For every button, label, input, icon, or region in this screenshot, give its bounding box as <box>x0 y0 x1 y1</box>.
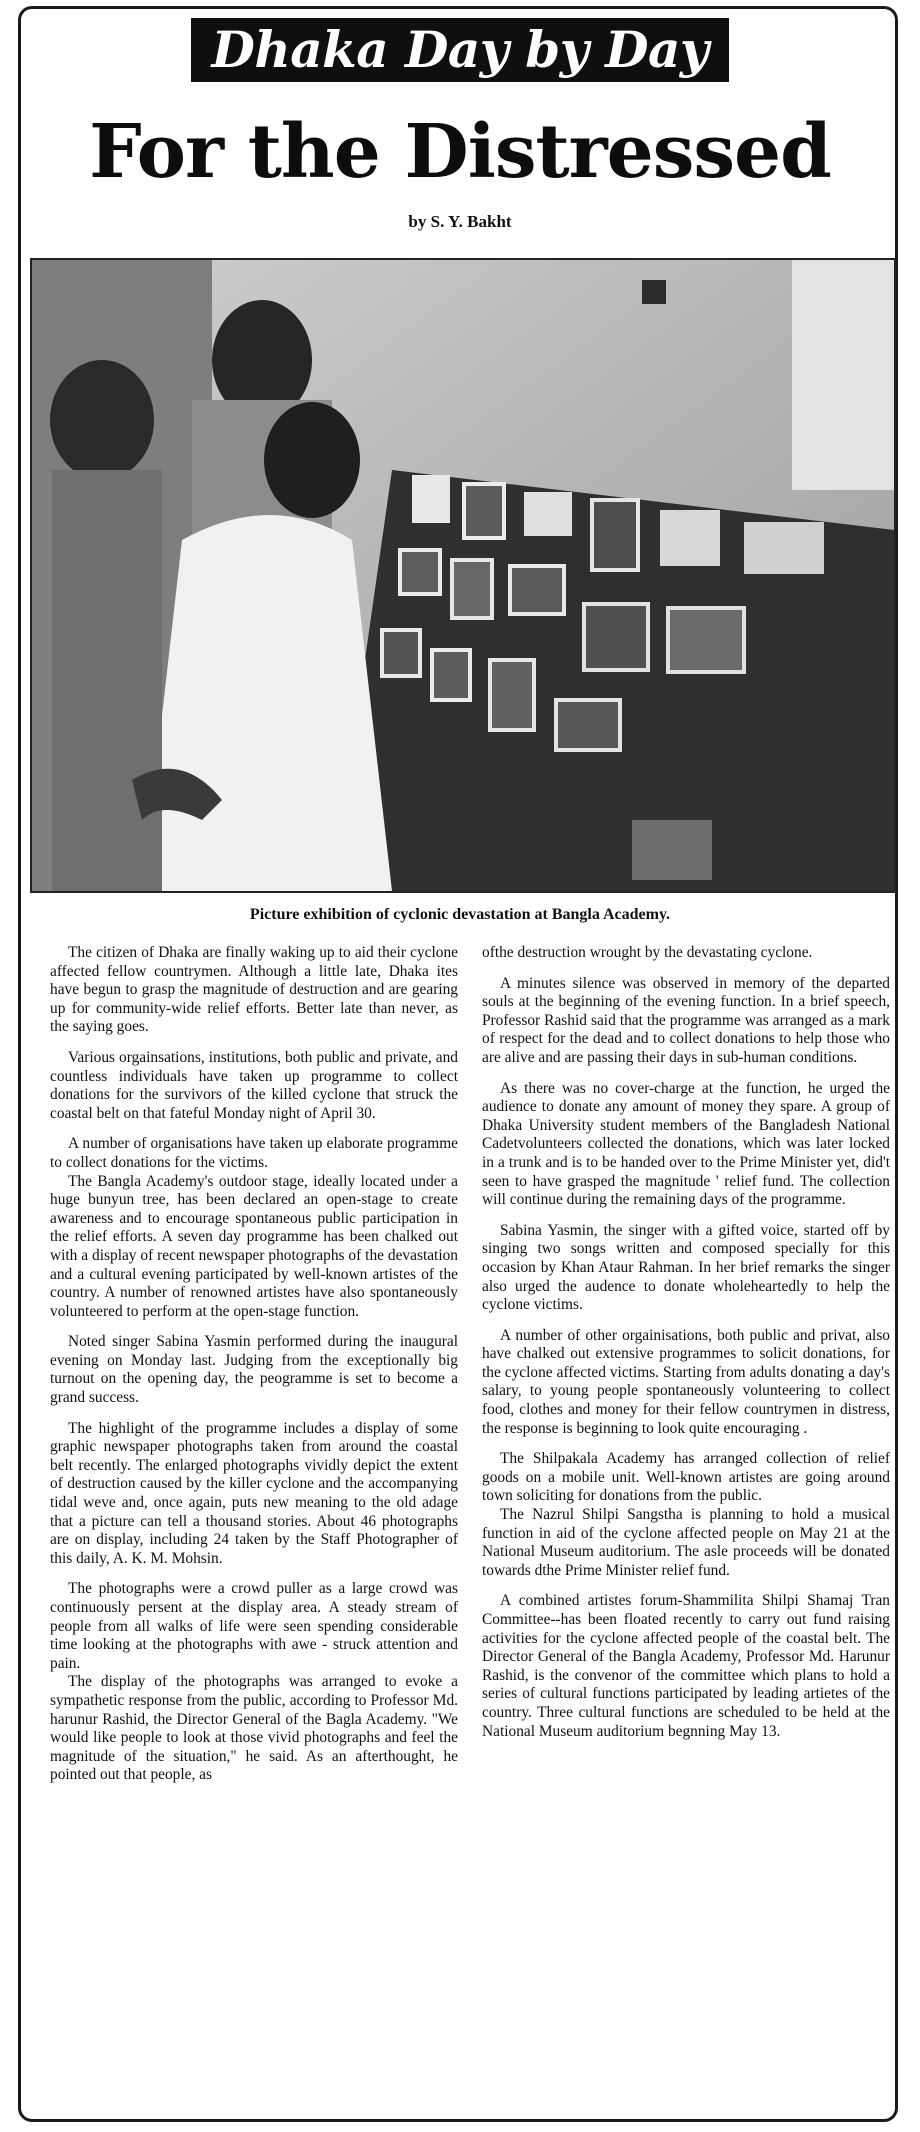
paragraph: Noted singer Sabina Yasmin performed during the inaugural evening on Monday last. Judging from the exceptionally big turnout on the opening day, the peogramme is set to become a grand success. <box>50 1333 458 1407</box>
exhibition-photo-illustration <box>32 260 894 891</box>
headline: For the Distressed <box>89 109 831 195</box>
byline: by S. Y. Bakht <box>408 212 512 231</box>
exhibition-photo <box>30 258 896 893</box>
paragraph: The photographs were a crowd puller as a large crowd was continuously persent at the display area. A steady stream of people from all walks of life were seen spending considerable time looking at the photographs with awe - struck attention and pain. <box>50 1580 458 1672</box>
paragraph: A number of organisations have taken up elaborate programme to collect donations for the victims. <box>50 1135 458 1171</box>
paragraph: The display of the photographs was arranged to evoke a sympathetic response from the public, according to Professor Md. harunur Rashid, the Director General of the Bagla Academy. "We would like people to look at those vivid photographs and feel the magnitude of the situation," he said. As an afterthought, he pointed out that people, as <box>50 1673 458 1784</box>
paragraph: The citizen of Dhaka are finally waking up to aid their cyclone affected fellow countrymen. Although a little late, Dhaka ites have begun to grasp the magnitude of destruction and are gearing up for community-wide relief efforts. Better late than never, as the saying goes. <box>50 944 458 1036</box>
article-column-right <box>482 944 890 1753</box>
paragraph: The Bangla Academy's outdoor stage, ideally located under a huge bunyun tree, has been declared an open-stage to create awareness and to encourage spontaneous public participation in the relief efforts. A seven day programme has been chalked out with a display of recent newspaper photographs of the devastation and a cultural evening participated by well-known artistes of the country. A number of renowned artistes have also spontaneously volunteered to perform at the open-stage function. <box>50 1172 458 1320</box>
paragraph: ofthe destruction wrought by the devastating cyclone. <box>482 944 813 961</box>
paragraph: Various orgainsations, institutions, both public and private, and countless individuals have taken up programme to collect donations for the survivors of the killed cyclone that struck the coastal belt on that fateful Monday night of April 30. <box>50 1048 458 1122</box>
paragraph: The Nazrul Shilpi Sangstha is planning to hold a musical function in aid of the cyclone affected people on May 21 at the National Museum auditorium. The asle proceeds will be donated towards dthe Prime Minister relief fund. <box>482 1506 890 1579</box>
paragraph: The Shilpakala Academy has arranged collection of relief goods on a mobile unit. Well-known artistes are going around town soliciting for donations from the public. <box>482 1450 890 1505</box>
paragraph: The highlight of the programme includes a display of some graphic newspaper photographs taken from around the coastal belt recently. The enlarged photographs vividly depict the extent of destruction caused by the killer cyclone and the accompanying tidal weve and, once again, puts new meaning to the old adage that a picture can tell a thousand stories. About 46 photographs are on display, including 24 taken by the Staff Photographer of this daily, A. K. M. Mohsin. <box>50 1419 458 1567</box>
paragraph: A combined artistes forum-Shammilita Shilpi Shamaj Tran Committee--has been floated recently to carry out fund raising activities for the cyclone affected people of the coastal belt. The Director General of the Bangla Academy, Professor Md. Harunur Rashid, is the convenor of the committee which plans to hold a series of cultural functions participated by leading artietes of the country. Three cultural functions are scheduled to be held at the National Museum auditorium begnning May 13. <box>482 1592 890 1740</box>
paragraph: Sabina Yasmin, the singer with a gifted voice, started off by singing two songs written and composed specially for this occasion by Khan Ataur Rahman. In her brief remarks the singer also urged the audence to donate wholeheartedly to help the cyclone victims. <box>482 1221 890 1314</box>
paragraph: As there was no cover-charge at the function, he urged the audience to donate any amount of money they spare. A group of Dhaka University student members of the Bangladesh National Cadetvolunteers collected the donations, which was later locked in a trunk and is to be handed over to the Prime Minister yet, did't seen to have grasped the magnitude ' relief fund. The collection will continue during the remaining days of the programme. <box>482 1079 890 1209</box>
kicker-banner <box>0 18 920 82</box>
column-kicker: Dhaka Day by Day <box>191 18 728 82</box>
photo-caption: Picture exhibition of cyclonic devastation at Bangla Academy. <box>249 906 671 923</box>
article-column-left <box>50 944 458 1797</box>
paragraph: A number of other orgainisations, both public and privat, also have chalked out extensive programmes to solicit donations, for the cyclone affected victims. Starting from adults donating a day's salary, to young people spontaneously volunteering to collect food, clothes and money for their fellow countrymen in distress, the response is beginning to look quite encouraging . <box>482 1326 890 1437</box>
paragraph: A minutes silence was observed in memory of the departed souls at the beginning of the evening function. In a brief speech, Professor Rashid said that the programme was arranged as a mark of respect for the dead and to collect donations to help those who are alive and are passing their days in sub-human conditions. <box>482 974 890 1066</box>
